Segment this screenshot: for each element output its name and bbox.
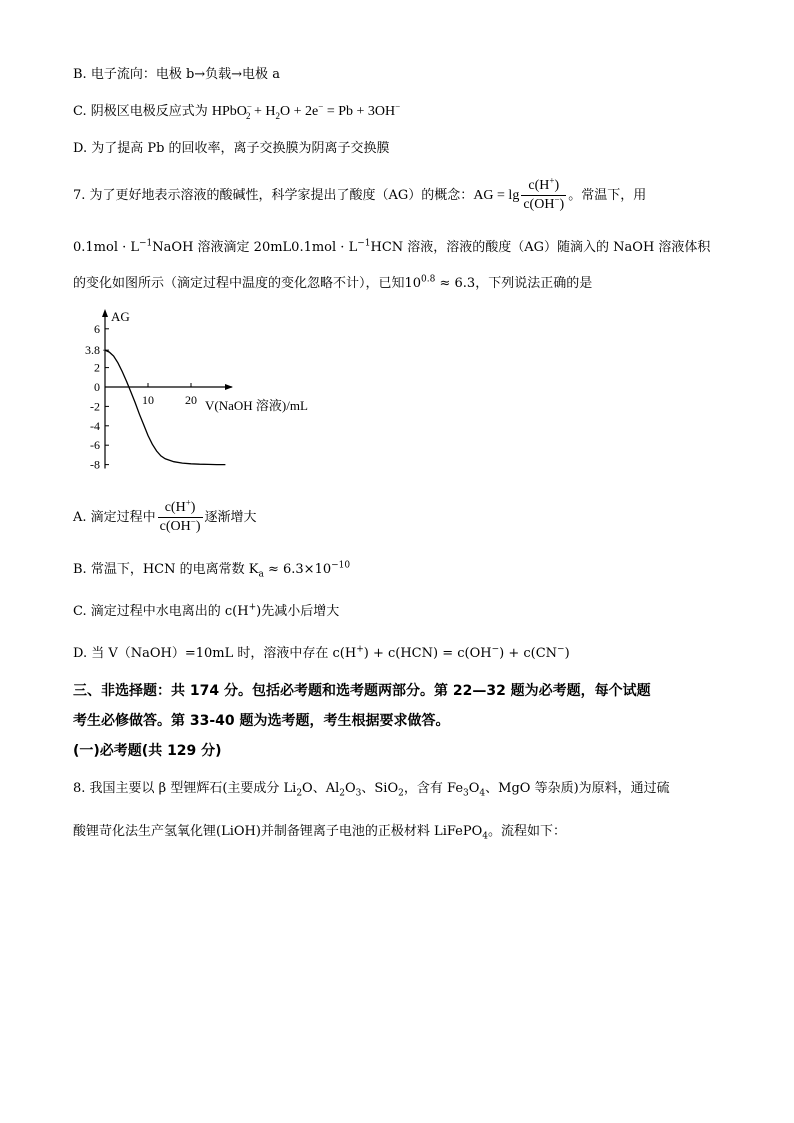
q7-stem-line1 <box>73 170 646 222</box>
q7-option-a: A. 滴定过程中 $\frac{c(H^+)}{c(OH^-)}$ 逐渐增大 <box>73 497 257 534</box>
q6-option-d-text: D. 为了提高 Pb 的回收率，离子交换膜为阴离子交换膜 <box>73 141 390 156</box>
q7-stem-text: 7. 为了更好地表示溶液的酸碱性，科学家提出了酸度（AG）的概念： <box>73 188 474 203</box>
section-3-heading-line2: 考生必修做答。第 33-40 题为选考题，考生根据要求做答。 <box>73 713 450 729</box>
x-axis-label: V(NaOH 溶液)/mL <box>205 398 308 413</box>
q7-ag-fraction: $\frac{c(H^+)}{c(OH^-)}$ <box>523 175 565 213</box>
y-tick-label: -8 <box>90 457 100 472</box>
y-tick-label: -4 <box>90 418 100 433</box>
ag-titration-chart <box>70 305 340 480</box>
q7-ag-definition: AG = lg $\frac{c(H^+)}{c(OH^-)}$ <box>473 175 565 213</box>
x-tick-label: 10 <box>142 393 154 407</box>
q6-option-b-text: B. 电子流向：电极 b→负载→电极 a <box>73 67 280 82</box>
q7-stem-line3: 的变化如图所示（滴定过程中温度的变化忽略不计），已知$10^{0.8} \approx 6.3$，下列说法正确的是 <box>73 274 593 291</box>
y-tick-label: -2 <box>90 399 100 414</box>
x-tick-label: 20 <box>185 393 197 407</box>
y-tick-label: 0 <box>94 380 100 394</box>
q7-option-d: D. 当 V（NaOH）=10mL 时，溶液中存在 c(H+) + c(HCN) = c(OH−) + c(CN−) <box>73 644 570 661</box>
y-tick-label: 6 <box>94 321 100 336</box>
q6-option-b <box>73 66 280 84</box>
q7-option-a-fraction: $\frac{c(H^+)}{c(OH^-)}$ <box>159 497 201 534</box>
y-axis-arrow <box>102 309 108 317</box>
q7-stem-tail: 。常温下，用 <box>568 188 647 203</box>
q6-option-c <box>73 103 400 121</box>
q6-option-d <box>73 140 390 158</box>
q7-option-b: B. 常温下，HCN 的电离常数 $K_a \approx 6.3\times 10^{-10}$ <box>73 560 351 580</box>
q6-option-c-equation: HPbO−$_2$ + $H_2O + 2e^- = Pb + 3OH^-$ <box>211 101 401 121</box>
q8-stem-line2: 酸锂苛化法生产氢氧化锂(LiOH)并制备锂离子电池的正极材料 LiFePO$_4$。流程如下： <box>73 824 567 842</box>
q8-stem-line1: 8. 我国主要以 β 型锂辉石(主要成分 $Li_2O$、$Al_2O_3$、SiO$_2$，含有 $Fe_3O_4$、MgO 等杂质)为原料，通过硫 <box>73 781 670 799</box>
q7-stem-line2: $0.1mol \cdot L^{-1}NaOH$ 溶液滴定 $20mL0.1mol \cdot L^{-1}HCN$ 溶液，溶液的酸度（AG）随滴入的 NaOH 溶液体积 <box>73 238 711 255</box>
section-3-heading-line1: 三、非选择题：共 174 分。包括必考题和选考题两部分。第 22—32 题为必考题，每个试题 <box>73 683 651 699</box>
section-3-subheading: (一)必考题(共 129 分) <box>73 743 222 759</box>
q6-option-c-label: C. 阴极区电极反应式为 <box>73 104 212 119</box>
q7-option-c: C. 滴定过程中水电离出的 c(H+)先减小后增大 <box>73 602 340 619</box>
y-tick-label: -6 <box>90 438 100 453</box>
y-axis-label: AG <box>111 309 130 324</box>
y-tick-label: 3.8 <box>85 343 100 358</box>
y-tick-label: 2 <box>94 360 100 375</box>
x-axis-arrow <box>225 384 233 390</box>
